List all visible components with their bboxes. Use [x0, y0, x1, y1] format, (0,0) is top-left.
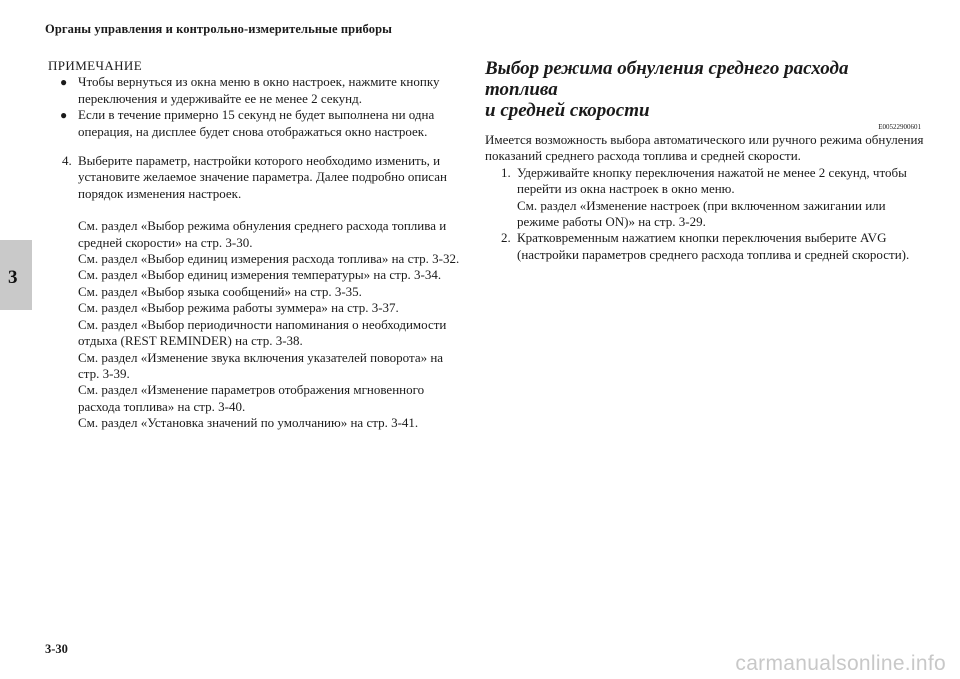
chapter-number: 3: [8, 267, 18, 288]
reference-list: [48, 218, 463, 431]
reference-item: См. раздел «Выбор единиц измерения температуры» на стр. 3-34.: [78, 267, 442, 283]
step-number: 4.: [62, 153, 72, 169]
reference-item: См. раздел «Выбор единиц измерения расхода топлива» на стр. 3-32.: [78, 251, 460, 267]
right-column: [485, 58, 925, 263]
note-bullet-text: Чтобы вернуться из окна меню в окно настроек, нажмите кнопку переключения и удерживайте ее не менее 2 секунд.: [78, 74, 440, 106]
section-code: E00522900601: [878, 123, 921, 131]
note-bullet-1: [48, 74, 463, 107]
reference-item: См. раздел «Выбор периодичности напоминания о необходимости отдыха (REST REMINDER) на стр. 3-38.: [78, 316, 447, 349]
running-header: Органы управления и контрольно-измерительные приборы: [45, 22, 392, 36]
step-number: 1.: [501, 164, 511, 180]
reference-item: См. раздел «Изменение параметров отображения мгновенного расхода топлива» на стр. 3-40.: [78, 382, 425, 414]
note-title: ПРИМЕЧАНИЕ: [48, 58, 143, 73]
left-column: [48, 58, 463, 432]
section-title-line-2: и средней скорости: [485, 100, 650, 121]
note-bullet-2: [48, 107, 463, 140]
reference-item: См. раздел «Изменение звука включения указателей поворота» на стр. 3-39.: [78, 349, 444, 381]
chapter-tab: [0, 240, 32, 310]
bullet-icon: ●: [60, 108, 68, 123]
page-number: 3-30: [45, 642, 68, 656]
right-step-1: [485, 165, 925, 231]
note-bullet-text: Если в течение примерно 15 секунд не будет выполнена ни одна операция, на дисплее будет снова отображаться окно настроек.: [78, 107, 435, 139]
section-intro: Имеется возможность выбора автоматического или ручного режима обнуления показаний среднего расхода топлива и средней скорости.: [485, 132, 924, 164]
step-text: Удерживайте кнопку переключения нажатой не менее 2 секунд, чтобы перейти из окна настроек в окно меню.: [517, 164, 907, 197]
section-title-line-1: Выбор режима обнуления среднего расхода топлива: [485, 58, 849, 100]
right-step-2: [485, 230, 925, 263]
step-4: [48, 153, 463, 202]
reference-item: См. раздел «Выбор режима работы зуммера» на стр. 3-37.: [78, 300, 399, 316]
reference-item: См. раздел «Выбор режима обнуления среднего расхода топлива и средней скорости» на стр. 3-30.: [78, 218, 447, 250]
section-title: [485, 58, 925, 121]
step-text: Выберите параметр, настройки которого необходимо изменить, и установите желаемое значение параметра. Далее подробно описан порядок изменения настроек.: [78, 153, 447, 201]
reference-item: См. раздел «Выбор языка сообщений» на стр. 3-35.: [78, 283, 362, 299]
bullet-icon: ●: [60, 75, 68, 90]
watermark: carmanualsonline.info: [735, 652, 946, 675]
step-text: Кратковременным нажатием кнопки переключения выберите AVG (настройки параметров среднего расхода топлива и средней скорости).: [517, 230, 910, 262]
reference-item: См. раздел «Установка значений по умолчанию» на стр. 3-41.: [78, 415, 419, 431]
step-reference: См. раздел «Изменение настроек (при включенном зажигании или режиме работы ON)» на стр. 3-29.: [517, 197, 886, 230]
step-number: 2.: [501, 230, 511, 246]
